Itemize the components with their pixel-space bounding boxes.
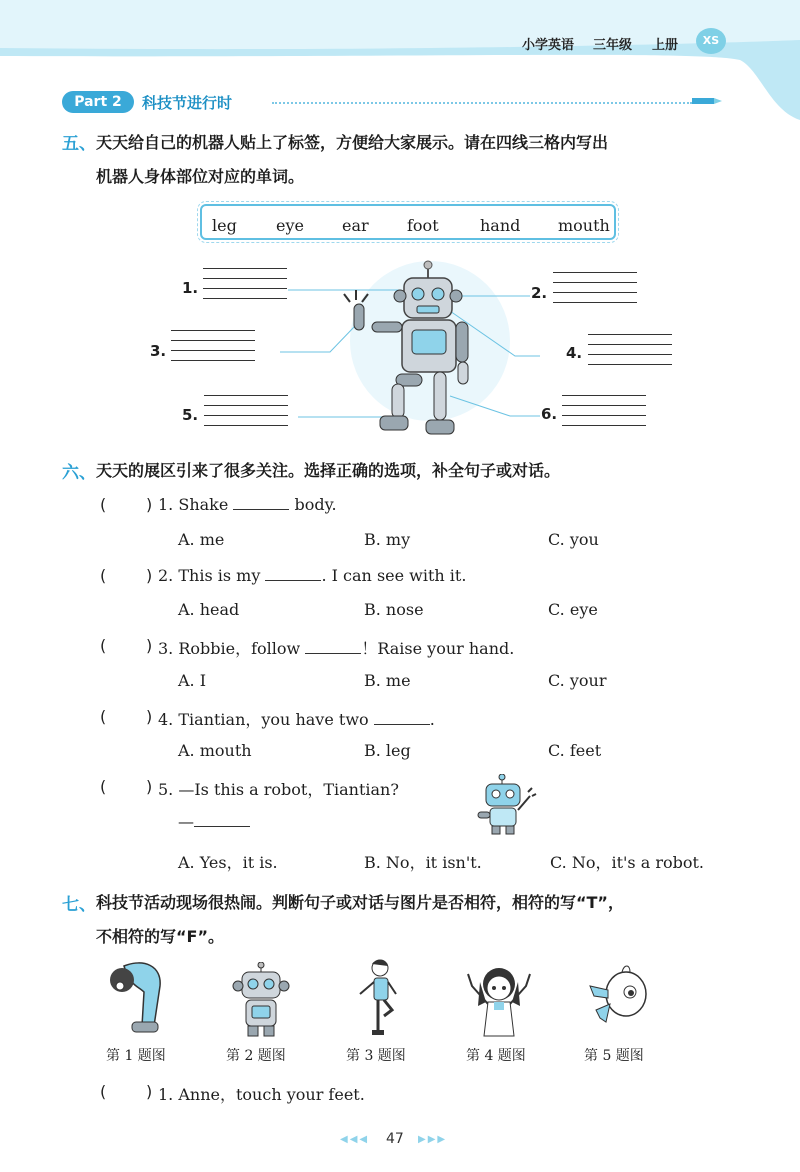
label-4: 4. bbox=[566, 344, 583, 362]
label-3: 3. bbox=[150, 342, 167, 360]
q7-text-line1: 科技节活动现场很热闹。判断句子或对话与图片是否相符，相符的写“T”， bbox=[96, 893, 624, 912]
writing-lines-2[interactable] bbox=[553, 272, 637, 312]
label-2: 2. bbox=[531, 284, 548, 302]
option-b[interactable]: B. my bbox=[364, 530, 411, 549]
q5-text-line1: 天天给自己的机器人贴上了标签，方便给大家展示。请在四线三格内写出 bbox=[96, 133, 609, 152]
answer-paren-close: ) bbox=[146, 707, 153, 726]
q5-text-line2: 机器人身体部位对应的单词。 bbox=[96, 167, 305, 186]
answer-paren-close: ) bbox=[146, 495, 153, 514]
answer-paren-open[interactable]: ( bbox=[100, 495, 107, 514]
caption-1: 第 1 题图 bbox=[106, 1048, 166, 1064]
word-bank-item: leg bbox=[212, 216, 237, 235]
q7-number: 七、 bbox=[62, 895, 96, 915]
picture-2-robot bbox=[228, 962, 294, 1038]
robot-illustration bbox=[280, 256, 540, 446]
label-5: 5. bbox=[182, 406, 199, 424]
word-bank-item: foot bbox=[407, 216, 439, 235]
option-c[interactable]: C. you bbox=[548, 530, 599, 549]
option-a[interactable]: A. mouth bbox=[178, 741, 252, 760]
option-c[interactable]: C. eye bbox=[548, 600, 598, 619]
q6-item-5-stem: 5. —Is this a robot，Tiantian? bbox=[158, 780, 399, 799]
label-6: 6. bbox=[541, 405, 558, 423]
word-bank-item: hand bbox=[480, 216, 521, 235]
header-volume: 上册 bbox=[652, 38, 679, 53]
option-c[interactable]: C. your bbox=[548, 671, 607, 690]
header-subject: 小学英语 bbox=[522, 38, 575, 53]
q6-item-1-stem: 1. Shake body. bbox=[158, 495, 337, 514]
writing-lines-4[interactable] bbox=[588, 334, 672, 374]
brand-badge: XS bbox=[696, 28, 726, 54]
page-prev-arrows: ◀◀◀ bbox=[340, 1134, 370, 1145]
q5-number: 五、 bbox=[62, 134, 96, 154]
answer-paren-open[interactable]: ( bbox=[100, 566, 107, 585]
header-grade: 三年级 bbox=[593, 38, 633, 53]
word-bank-item: mouth bbox=[558, 216, 610, 235]
page-number: 47 bbox=[386, 1131, 404, 1147]
option-a[interactable]: A. me bbox=[178, 530, 225, 549]
picture-5-duck-face bbox=[588, 962, 650, 1032]
answer-paren-open[interactable]: ( bbox=[100, 1082, 107, 1101]
picture-1-child-bending bbox=[104, 956, 168, 1036]
writing-lines-1[interactable] bbox=[203, 268, 287, 308]
q6-item-5-answer-line: — bbox=[178, 812, 250, 831]
pencil-icon bbox=[692, 96, 722, 106]
option-b[interactable]: B. No，it isn't. bbox=[364, 853, 482, 872]
q7-text-line2: 不相符的写“F”。 bbox=[96, 927, 224, 946]
q7-item-1: 1. Anne，touch your feet. bbox=[158, 1085, 365, 1104]
picture-3-boy-raising-leg bbox=[352, 958, 402, 1038]
writing-lines-5[interactable] bbox=[204, 395, 288, 435]
answer-paren-open[interactable]: ( bbox=[100, 777, 107, 796]
part-label: Part 2 bbox=[62, 91, 134, 113]
option-c[interactable]: C. feet bbox=[548, 741, 602, 760]
answer-paren-close: ) bbox=[146, 636, 153, 655]
page-next-arrows: ▶▶▶ bbox=[418, 1134, 448, 1145]
answer-paren-close: ) bbox=[146, 566, 153, 585]
option-a[interactable]: A. I bbox=[178, 671, 207, 690]
picture-4-girl-waving bbox=[460, 962, 538, 1038]
writing-lines-6[interactable] bbox=[562, 395, 646, 435]
option-a[interactable]: A. head bbox=[178, 600, 240, 619]
q6-item-3-stem: 3. Robbie，follow ！Raise your hand. bbox=[158, 639, 515, 658]
caption-4: 第 4 题图 bbox=[466, 1048, 526, 1064]
option-a[interactable]: A. Yes，it is. bbox=[178, 853, 278, 872]
answer-paren-close: ) bbox=[146, 1082, 153, 1101]
option-c[interactable]: C. No，it's a robot. bbox=[550, 853, 705, 872]
label-1: 1. bbox=[182, 279, 199, 297]
part-divider bbox=[272, 102, 692, 104]
word-bank-item: eye bbox=[276, 216, 304, 235]
q6-number: 六、 bbox=[62, 463, 96, 483]
q6-text: 天天的展区引来了很多关注。选择正确的选项，补全句子或对话。 bbox=[96, 461, 561, 480]
q6-item-4-stem: 4. Tiantian，you have two . bbox=[158, 710, 435, 729]
word-bank bbox=[200, 204, 616, 240]
option-b[interactable]: B. nose bbox=[364, 600, 424, 619]
answer-paren-close: ) bbox=[146, 777, 153, 796]
option-b[interactable]: B. leg bbox=[364, 741, 411, 760]
part-title: 科技节进行时 bbox=[142, 94, 233, 112]
small-robot-icon bbox=[472, 774, 542, 836]
writing-lines-3[interactable] bbox=[171, 330, 255, 370]
option-b[interactable]: B. me bbox=[364, 671, 411, 690]
caption-5: 第 5 题图 bbox=[584, 1048, 644, 1064]
caption-3: 第 3 题图 bbox=[346, 1048, 406, 1064]
answer-paren-open[interactable]: ( bbox=[100, 707, 107, 726]
answer-paren-open[interactable]: ( bbox=[100, 636, 107, 655]
caption-2: 第 2 题图 bbox=[226, 1048, 286, 1064]
q6-item-2-stem: 2. This is my . I can see with it. bbox=[158, 566, 467, 585]
word-bank-item: ear bbox=[342, 216, 369, 235]
